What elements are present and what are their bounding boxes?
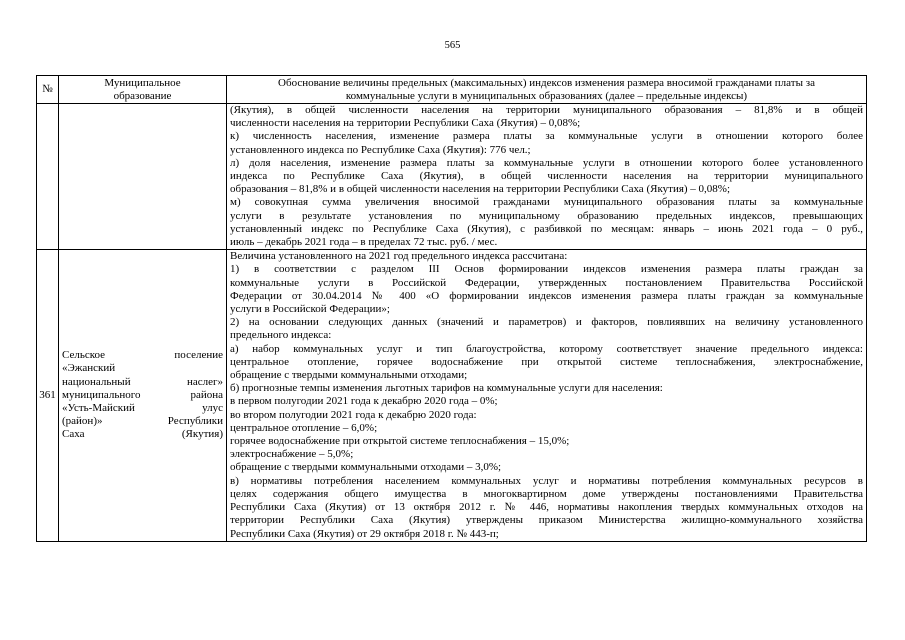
text-line: центральное отопление, горячее водоснабжение при открытой системе теплоснабжения, электроснабжение, [230, 355, 863, 368]
text-line: м) совокупная сумма увеличения вносимой гражданами муниципального образования платы за коммунальные [230, 196, 863, 209]
text-line: электроснабжение – 5,0%; [230, 448, 354, 461]
municipality-name-line: Сельское поселение [62, 349, 223, 362]
text-line: л) доля населения, изменение размера платы за коммунальные услуги в отношении которого более установленного [230, 156, 863, 169]
text-line: целях содержания общего имущества в многоквартирном доме утверждены постановлениями Правительства [230, 487, 863, 500]
page-number: 565 [444, 40, 461, 51]
municipality-name-line: «Эжанский [62, 362, 116, 375]
text-line: обращение с твердыми коммунальными отходами – 3,0%; [230, 461, 502, 474]
table-header-row [37, 76, 867, 104]
table-row-continued [37, 104, 867, 250]
text-line: территории Республики Саха (Якутия) утверждены приказом Министерства жилищно-коммунального хозяйства [230, 514, 863, 527]
header-number: № [37, 76, 59, 104]
header-municipality [59, 76, 227, 104]
tariff-index-table [36, 75, 867, 542]
header-municipality-line: образование [113, 89, 172, 102]
text-line: (Якутия), в общей численности населения на территории муниципального образования – 81,8% и в общей [230, 104, 863, 116]
municipality-name-line: «Усть-Майский улус [62, 402, 223, 415]
text-line: 2) на основании следующих данных (значений и параметров) и факторов, повлиявших на величину установленного [230, 316, 863, 329]
cell-basis [227, 250, 867, 541]
header-basis-line: Обоснование величины предельных (максимальных) индексов изменения размера вносимой гражданами платы за [278, 77, 815, 89]
text-line: горячее водоснабжение при открытой системе теплоснабжения – 15,0%; [230, 435, 570, 448]
text-line: услуги в Российской Федерации»; [230, 303, 390, 316]
header-municipality-line: Муниципальное [104, 77, 181, 89]
municipality-name-line: (район)» Республики [62, 415, 223, 428]
text-line: к) численность населения, изменение размера платы за коммунальные услуги в отношении которого более [230, 130, 863, 143]
text-line: Федерации от 30.04.2014 № 400 «О формировании индексов изменения размера платы граждан за коммунальные [230, 289, 863, 302]
cell-number-empty [37, 104, 59, 250]
text-line: обращение с твердыми коммунальными отходами; [230, 369, 468, 382]
text-line: Республики Саха (Якутия) от 13 октября 2012 г. № 446, нормативы накопления твердых коммунальных отходов на [230, 501, 863, 514]
municipality-name-line: Саха (Якутия) [62, 428, 223, 441]
header-basis-line: коммунальные услуги в муниципальных образованиях (далее – предельные индексы) [345, 89, 748, 102]
municipality-name-line: муниципального района [62, 388, 223, 401]
text-line: а) набор коммунальных услуг и тип благоустройства, которому соответствует значение предельного индекса: [230, 342, 863, 355]
cell-municipality [59, 250, 227, 541]
text-line: июль – декабрь 2021 года – в пределах 72 тыс. руб. / мес. [230, 236, 498, 249]
text-line: коммунальные услуги в Российской Федерации, утвержденных постановлением Правительства Российской [230, 276, 863, 289]
text-line: во втором полугодии 2021 года к декабрю 2020 года: [230, 408, 477, 421]
municipality-name-line: национальный наслег» [62, 375, 223, 388]
header-basis [227, 76, 867, 104]
cell-basis-continued [227, 104, 867, 250]
text-line: численности населения на территории Республики Саха (Якутия) – 0,08%; [230, 117, 581, 130]
text-line: установленный индекс по Республике Саха (Якутия), с разбивкой по месяцам: январь – июнь 2021 года – 0 руб., [230, 222, 863, 235]
cell-number: 361 [37, 250, 59, 541]
text-line: центральное отопление – 6,0%; [230, 421, 378, 434]
text-line: индекса по Республике Саха (Якутия), в общей численности населения на территории муниципального [230, 170, 863, 183]
text-line: Величина установленного на 2021 год предельного индекса рассчитана: [230, 250, 568, 263]
cell-municipality-empty [59, 104, 227, 250]
text-line: предельного индекса: [230, 329, 332, 342]
text-line: в первом полугодии 2021 года к декабрю 2020 года – 0%; [230, 395, 498, 408]
text-line: услуги в результате установления по муниципальному образованию предельных индексов, превышающих [230, 209, 863, 222]
text-line: Республики Саха (Якутия) от 29 октября 2018 г. № 443-п; [230, 527, 499, 540]
text-line: образования – 81,8% и в общей численности населения на территории Республики Саха (Якутия) – 0,08%; [230, 183, 731, 196]
table-row-361 [37, 250, 867, 541]
text-line: установленного индекса по Республике Саха (Якутия): 776 чел.; [230, 143, 531, 156]
text-line: б) прогнозные темпы изменения льготных тарифов на коммунальные услуги для населения: [230, 382, 663, 395]
text-line: в) нормативы потребления населением коммунальных услуг и нормативы потребления коммунальных ресурсов в [230, 474, 863, 487]
text-line: 1) в соответствии с разделом III Основ формировании индексов изменения размера платы граждан за [230, 263, 863, 276]
